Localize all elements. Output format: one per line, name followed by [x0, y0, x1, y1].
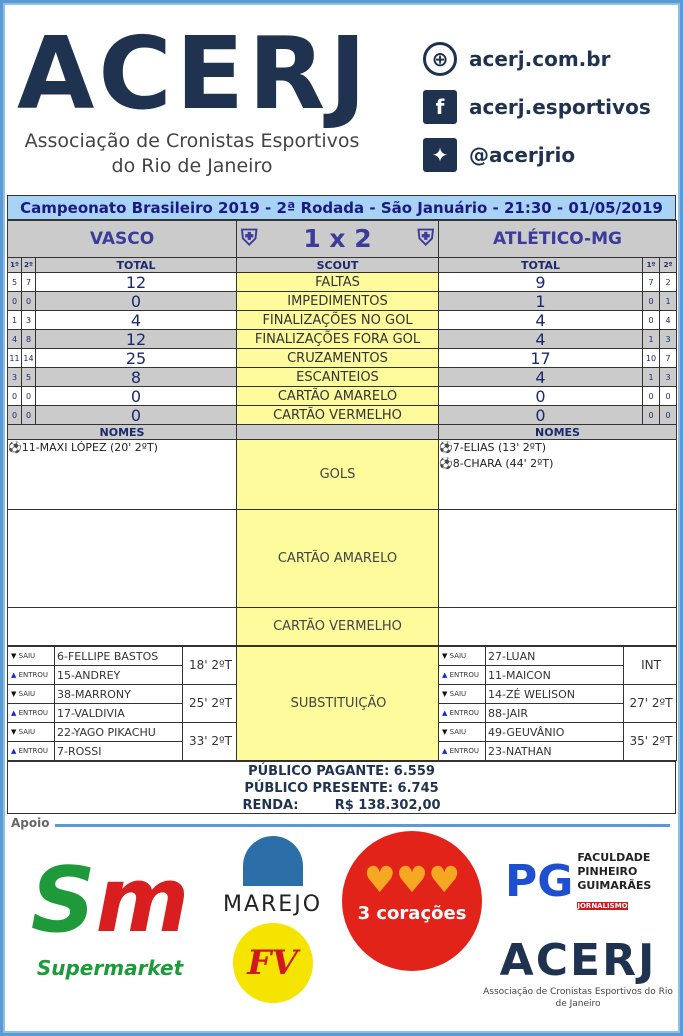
stat-row: [8, 368, 677, 387]
away-red: [439, 608, 677, 646]
acerj-small-logo: [483, 936, 673, 1024]
away-1t: 1: [643, 330, 660, 349]
away-player-in: 88-JAIR: [486, 704, 624, 723]
home-1t: 4: [8, 330, 22, 349]
substitution-label: SUBSTITUIÇÃO: [237, 647, 439, 761]
tres-coracoes-text: 3 corações: [357, 903, 467, 924]
away-sub-time: INT: [624, 647, 677, 685]
facebook-link[interactable]: [423, 83, 651, 131]
home-2t: 0: [22, 387, 36, 406]
away-1t: 0: [643, 387, 660, 406]
away-sub-time: 27' 2ºT: [624, 685, 677, 723]
home-team: VASCO: [8, 221, 237, 258]
arrow-up-icon: ▲: [442, 708, 448, 717]
away-1t: 0: [643, 311, 660, 330]
goal-entry: ⚽11-MAXI LÓPEZ (20' 2ºT): [8, 441, 158, 454]
away-total: 9: [439, 273, 643, 292]
stat-label: ESCANTEIOS: [237, 368, 439, 387]
col-total-home: TOTAL: [36, 258, 237, 273]
away-total: 4: [439, 311, 643, 330]
in-label: ENTROU: [449, 670, 480, 679]
home-player-in: 17-VALDIVIA: [55, 704, 183, 723]
home-1t: 0: [8, 387, 22, 406]
marejo-logo: [210, 836, 335, 1021]
away-1t: 10: [643, 349, 660, 368]
goal-entry: ⚽7-ELIAS (13' 2ºT): [439, 441, 546, 454]
home-2t: 5: [22, 368, 36, 387]
goals-label: GOLS: [237, 440, 439, 510]
away-player-in: 11-MAICON: [486, 666, 624, 685]
vasco-crest-icon: ⛨: [241, 226, 258, 251]
home-2t: 3: [22, 311, 36, 330]
match-report: [7, 195, 676, 814]
in-label: ENTROU: [18, 708, 49, 717]
home-player-out: 38-MARRONY: [55, 685, 183, 704]
revenue-value: R$ 138.302,00: [334, 798, 441, 813]
home-1t: 3: [8, 368, 22, 387]
home-1t: 0: [8, 406, 22, 425]
supermarket-text: Supermarket: [36, 956, 184, 980]
revenue-label: RENDA:: [242, 798, 299, 813]
blank: [237, 425, 439, 440]
home-1t: 0: [8, 292, 22, 311]
home-total: 0: [36, 406, 237, 425]
score: [237, 221, 439, 258]
social-links: [423, 35, 651, 179]
away-team: ATLÉTICO-MG: [439, 221, 677, 258]
away-2t: 3: [660, 330, 677, 349]
goal-text: 8-CHARA (44' 2ºT): [452, 457, 554, 470]
away-total: 4: [439, 330, 643, 349]
red-card-label: CARTÃO VERMELHO: [237, 608, 439, 646]
acerj-small-text: ACERJ: [499, 935, 657, 986]
away-2t: 3: [660, 368, 677, 387]
in-marker: [439, 666, 486, 685]
atletico-crest-icon: ⛨: [417, 226, 434, 251]
home-1t: 11: [8, 349, 22, 368]
home-red: [8, 608, 237, 646]
away-2t: 7: [660, 349, 677, 368]
away-sub-time: 35' 2ºT: [624, 723, 677, 761]
home-sub-time: 33' 2ºT: [183, 723, 237, 761]
home-goals: [8, 440, 237, 510]
in-marker: [439, 704, 486, 723]
out-label: SAIU: [18, 727, 36, 736]
fpg-text: FACULDADE PINHEIRO GUIMARÃES: [577, 851, 652, 892]
in-label: ENTROU: [18, 746, 49, 755]
attendance: [7, 761, 676, 814]
tres-coracoes-logo: [342, 831, 482, 971]
header-row: [8, 258, 677, 273]
score-text: 1 x 2: [303, 224, 372, 253]
home-names-header: NOMES: [8, 425, 237, 440]
website-link[interactable]: [423, 35, 651, 83]
facebook-icon: f: [423, 90, 457, 124]
arrow-down-icon: ▼: [11, 651, 17, 660]
twitter-text: @acerjrio: [469, 143, 576, 167]
home-total: 0: [36, 292, 237, 311]
match-title: Campeonato Brasileiro 2019 - 2ª Rodada - São Januário - 21:30 - 01/05/2019: [8, 196, 676, 220]
away-total: 1: [439, 292, 643, 311]
home-player-out: 6-FELLIPE BASTOS: [55, 647, 183, 666]
divider: [55, 824, 670, 827]
logo-subtitle: Associação de Cronistas Esportivos do Rio de Janeiro: [24, 130, 360, 177]
out-label: SAIU: [449, 651, 467, 660]
home-total: 25: [36, 349, 237, 368]
stat-label: FINALIZAÇÕES FORA GOL: [237, 330, 439, 349]
sub-row: [8, 647, 677, 666]
away-player-out: 27-LUAN: [486, 647, 624, 666]
away-total: 0: [439, 406, 643, 425]
away-1t: 7: [643, 273, 660, 292]
away-total: 4: [439, 368, 643, 387]
arrow-down-icon: ▼: [442, 689, 448, 698]
marejo-text: MAREJO: [222, 892, 323, 917]
away-2t: 0: [660, 406, 677, 425]
fpg-logo: PG FACULDADE PINHEIRO GUIMARÃES JORNALISMO: [505, 834, 670, 929]
col-2t: 2º: [660, 258, 677, 273]
away-player-in: 23-NATHAN: [486, 742, 624, 761]
arrow-up-icon: ▲: [11, 746, 17, 755]
home-2t: 0: [22, 406, 36, 425]
away-2t: 1: [660, 292, 677, 311]
out-marker: [8, 685, 55, 704]
arrow-up-icon: ▲: [11, 670, 17, 679]
logo-text: ACERJ: [17, 15, 371, 132]
away-total: 0: [439, 387, 643, 406]
goals-row: [8, 440, 677, 510]
in-marker: [8, 704, 55, 723]
away-2t: 4: [660, 311, 677, 330]
home-2t: 0: [22, 292, 36, 311]
names-header-row: [8, 425, 677, 440]
revenue: [8, 797, 675, 814]
stat-row: [8, 292, 677, 311]
match-title-bar: [7, 195, 676, 220]
out-label: SAIU: [18, 651, 36, 660]
stat-label: CARTÃO AMARELO: [237, 387, 439, 406]
home-yellow: [8, 510, 237, 608]
col-scout: SCOUT: [237, 258, 439, 273]
out-marker: [8, 647, 55, 666]
home-sub-time: 18' 2ºT: [183, 647, 237, 685]
goal-text: 7-ELIAS (13' 2ºT): [452, 441, 546, 454]
paying-public: PÚBLICO PAGANTE: 6.559: [248, 764, 435, 779]
out-marker: [439, 723, 486, 742]
home-total: 0: [36, 387, 237, 406]
out-label: SAIU: [449, 689, 467, 698]
sponsors-label: Apoio: [11, 816, 50, 830]
home-player-in: 15-ANDREY: [55, 666, 183, 685]
arrow-down-icon: ▼: [442, 651, 448, 660]
home-2t: 8: [22, 330, 36, 349]
home-1t: 5: [8, 273, 22, 292]
in-label: ENTROU: [449, 746, 480, 755]
substitutions-table: [7, 646, 677, 761]
teams-row: [8, 221, 677, 258]
in-marker: [439, 742, 486, 761]
acerj-logo: [17, 15, 377, 189]
out-label: SAIU: [449, 727, 467, 736]
yellow-card-row: [8, 510, 677, 608]
yellow-card-label: CARTÃO AMARELO: [237, 510, 439, 608]
fpg-sub: JORNALISMO: [577, 902, 628, 910]
stat-row: [8, 387, 677, 406]
away-total: 17: [439, 349, 643, 368]
away-1t: 0: [643, 406, 660, 425]
goal-text: 11-MAXI LÓPEZ (20' 2ºT): [21, 441, 158, 454]
away-2t: 2: [660, 273, 677, 292]
twitter-icon: ✦: [423, 138, 457, 172]
sponsors: [5, 816, 678, 1027]
in-label: ENTROU: [449, 708, 480, 717]
stat-row: [8, 311, 677, 330]
globe-icon: ⊕: [423, 42, 457, 76]
out-marker: [439, 685, 486, 704]
red-card-row: [8, 608, 677, 646]
stat-label: FALTAS: [237, 273, 439, 292]
stat-label: CRUZAMENTOS: [237, 349, 439, 368]
arrow-down-icon: ▼: [442, 727, 448, 736]
acerj-small-sub: Associação de Cronistas Esportivos do Rio de Janeiro: [483, 987, 673, 1009]
twitter-link[interactable]: [423, 131, 651, 179]
col-2t: 2º: [22, 258, 36, 273]
in-label: ENTROU: [18, 670, 49, 679]
facebook-text: acerj.esportivos: [469, 95, 651, 119]
home-total: 12: [36, 330, 237, 349]
arrow-up-icon: ▲: [11, 708, 17, 717]
stat-row: [8, 273, 677, 292]
col-1t: 1º: [8, 258, 22, 273]
away-player-out: 49-GEUVÂNIO: [486, 723, 624, 742]
away-names-header: NOMES: [439, 425, 677, 440]
away-1t: 0: [643, 292, 660, 311]
stat-row: [8, 406, 677, 425]
home-2t: 14: [22, 349, 36, 368]
arrow-down-icon: ▼: [11, 689, 17, 698]
arrow-up-icon: ▲: [442, 670, 448, 679]
out-marker: [8, 723, 55, 742]
away-2t: 0: [660, 387, 677, 406]
away-goals: [439, 440, 677, 510]
home-2t: 7: [22, 273, 36, 292]
goal-entry: ⚽8-CHARA (44' 2ºT): [439, 457, 554, 470]
fv-logo: FV: [233, 923, 313, 1003]
home-total: 8: [36, 368, 237, 387]
away-yellow: [439, 510, 677, 608]
website-text: acerj.com.br: [469, 47, 611, 71]
supermarket-logo: Sm Supermarket: [20, 846, 200, 996]
out-marker: [439, 647, 486, 666]
home-1t: 1: [8, 311, 22, 330]
page-frame: [3, 3, 680, 1033]
home-sub-time: 25' 2ºT: [183, 685, 237, 723]
home-total: 4: [36, 311, 237, 330]
home-total: 12: [36, 273, 237, 292]
scout-table: [7, 220, 677, 646]
stat-row: [8, 349, 677, 368]
out-label: SAIU: [18, 689, 36, 698]
present-public: PÚBLICO PRESENTE: 6.745: [244, 781, 439, 796]
home-player-in: 7-ROSSI: [55, 742, 183, 761]
stat-row: [8, 330, 677, 349]
col-total-away: TOTAL: [439, 258, 643, 273]
in-marker: [8, 666, 55, 685]
hearts-icon: ♥♥♥: [363, 860, 461, 901]
away-1t: 1: [643, 368, 660, 387]
header: [5, 5, 678, 195]
stat-label: CARTÃO VERMELHO: [237, 406, 439, 425]
in-marker: [8, 742, 55, 761]
arrow-up-icon: ▲: [442, 746, 448, 755]
arrow-down-icon: ▼: [11, 727, 17, 736]
col-1t: 1º: [643, 258, 660, 273]
home-player-out: 22-YAGO PIKACHU: [55, 723, 183, 742]
away-player-out: 14-ZÉ WELISON: [486, 685, 624, 704]
stat-label: IMPEDIMENTOS: [237, 292, 439, 311]
stat-label: FINALIZAÇÕES NO GOL: [237, 311, 439, 330]
